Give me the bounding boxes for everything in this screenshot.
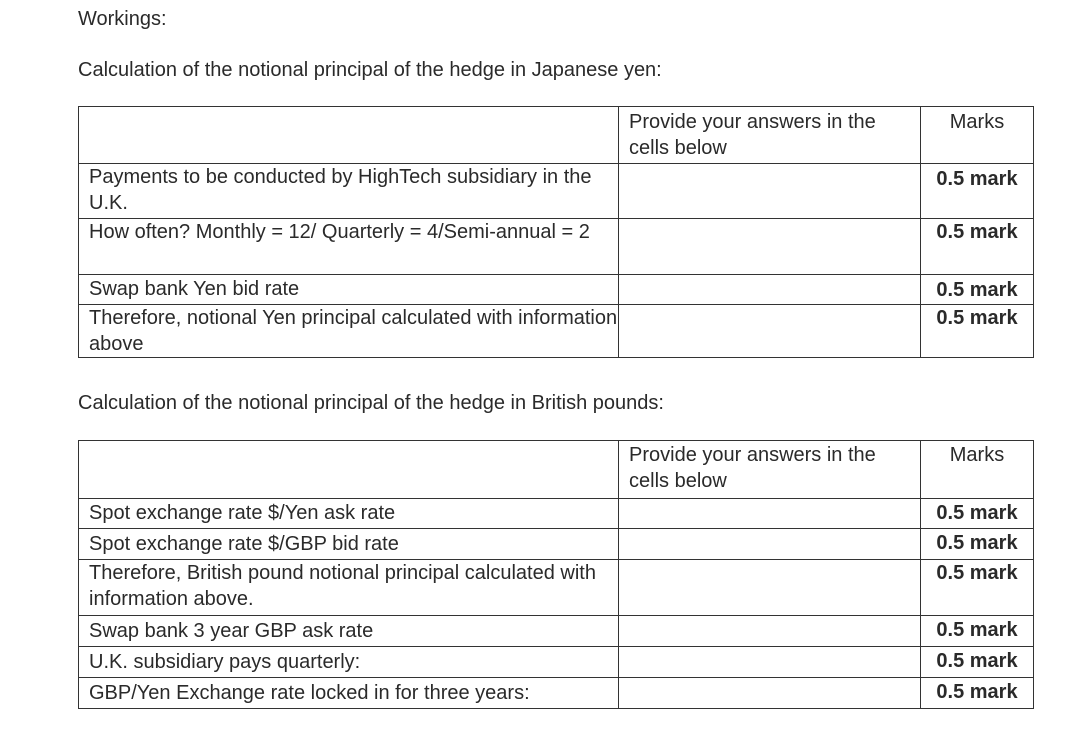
answer-cell[interactable] [619,305,921,358]
table-header-row [79,441,1034,499]
gbp-principal-table [78,440,1034,709]
yen-principal-table [78,106,1034,358]
row-label: Spot exchange rate $/GBP bid rate [79,529,619,560]
marks-cell: 0.5 mark [921,529,1034,560]
marks-cell: 0.5 mark [921,678,1034,709]
answer-cell[interactable] [619,647,921,678]
section2-title: Calculation of the notional principal of the hedge in British pounds: [78,392,664,414]
workings-heading: Workings: [78,8,167,30]
row-label: Spot exchange rate $/Yen ask rate [79,499,619,529]
marks-cell: 0.5 mark [921,275,1034,305]
header-marks-cell: Marks [921,107,1034,164]
answer-cell[interactable] [619,678,921,709]
table-row [79,647,1034,678]
table-row [79,305,1034,358]
row-label: How often? Monthly = 12/ Quarterly = 4/Semi-annual = 2 [79,219,619,275]
marks-cell: 0.5 mark [921,647,1034,678]
table-row [79,678,1034,709]
row-label: GBP/Yen Exchange rate locked in for three years: [79,678,619,709]
table-row [79,616,1034,647]
header-label-cell [79,107,619,164]
row-label: Swap bank Yen bid rate [79,275,619,305]
answer-cell[interactable] [619,560,921,616]
row-label: U.K. subsidiary pays quarterly: [79,647,619,678]
marks-cell: 0.5 mark [921,616,1034,647]
header-marks-cell: Marks [921,441,1034,499]
header-answer-cell: Provide your answers in the cells below [619,107,921,164]
marks-cell: 0.5 mark [921,560,1034,616]
table-row [79,219,1034,275]
answer-cell[interactable] [619,529,921,560]
answer-cell[interactable] [619,164,921,219]
answer-cell[interactable] [619,499,921,529]
row-label: Therefore, notional Yen principal calculated with information above [79,305,619,358]
answer-cell[interactable] [619,219,921,275]
table-row [79,164,1034,219]
table-row [79,560,1034,616]
section1-title: Calculation of the notional principal of the hedge in Japanese yen: [78,59,662,81]
marks-cell: 0.5 mark [921,164,1034,219]
table-row [79,499,1034,529]
answer-cell[interactable] [619,275,921,305]
marks-cell: 0.5 mark [921,219,1034,275]
table-header-row [79,107,1034,164]
answer-cell[interactable] [619,616,921,647]
row-label: Swap bank 3 year GBP ask rate [79,616,619,647]
header-answer-cell: Provide your answers in the cells below [619,441,921,499]
table-row [79,529,1034,560]
row-label: Payments to be conducted by HighTech subsidiary in the U.K. [79,164,619,219]
marks-cell: 0.5 mark [921,499,1034,529]
header-label-cell [79,441,619,499]
table-row [79,275,1034,305]
marks-cell: 0.5 mark [921,305,1034,358]
row-label: Therefore, British pound notional principal calculated with information above. [79,560,619,616]
